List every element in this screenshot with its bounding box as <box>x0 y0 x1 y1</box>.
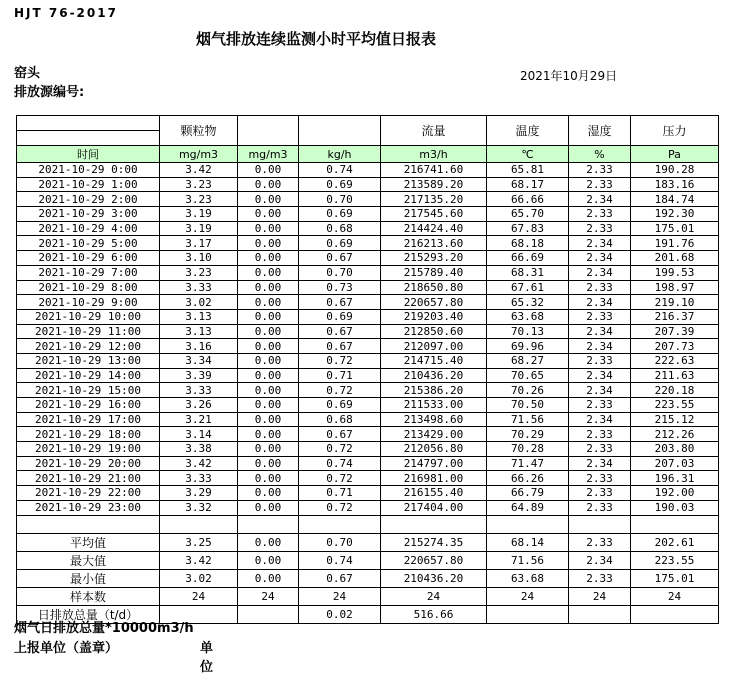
empty-cell <box>17 515 160 533</box>
value-cell: 0.67 <box>299 427 381 442</box>
summary-row <box>17 587 719 605</box>
value-cell: 198.97 <box>631 280 719 295</box>
value-cell: 3.32 <box>160 500 238 515</box>
value-cell: 0.00 <box>238 456 299 471</box>
time-cell: 2021-10-29 23:00 <box>17 500 160 515</box>
value-cell: 3.26 <box>160 398 238 413</box>
value-cell: 0.72 <box>299 353 381 368</box>
value-cell: 2.34 <box>569 236 631 251</box>
value-cell: 3.14 <box>160 427 238 442</box>
hourly-data-row <box>17 251 719 266</box>
time-cell: 2021-10-29 19:00 <box>17 442 160 457</box>
value-cell: 0.00 <box>238 236 299 251</box>
summary-row <box>17 551 719 569</box>
time-cell: 2021-10-29 7:00 <box>17 265 160 280</box>
value-cell: 0.00 <box>238 368 299 383</box>
summary-value-cell: 210436.20 <box>381 569 487 587</box>
summary-value-cell: 202.61 <box>631 533 719 551</box>
summary-value-cell: 24 <box>160 587 238 605</box>
empty-cell <box>631 515 719 533</box>
summary-label-cell: 日排放总量（t/d） <box>17 605 160 623</box>
header-blank-col4 <box>299 116 381 146</box>
value-cell: 66.79 <box>487 486 569 501</box>
value-cell: 0.00 <box>238 251 299 266</box>
value-cell: 215293.20 <box>381 251 487 266</box>
value-cell: 0.00 <box>238 442 299 457</box>
value-cell: 214424.40 <box>381 221 487 236</box>
summary-value-cell: 3.42 <box>160 551 238 569</box>
value-cell: 2.34 <box>569 368 631 383</box>
value-cell: 0.71 <box>299 368 381 383</box>
unit-cell: kg/h <box>299 146 381 163</box>
value-cell: 214715.40 <box>381 353 487 368</box>
value-cell: 223.55 <box>631 398 719 413</box>
summary-row <box>17 533 719 551</box>
value-cell: 215386.20 <box>381 383 487 398</box>
unit-cell: % <box>569 146 631 163</box>
value-cell: 2.34 <box>569 265 631 280</box>
hourly-data-row <box>17 456 719 471</box>
value-cell: 0.67 <box>299 251 381 266</box>
header-particulate: 颗粒物 <box>160 116 238 146</box>
summary-value-cell: 63.68 <box>487 569 569 587</box>
value-cell: 207.03 <box>631 456 719 471</box>
hourly-data-row <box>17 368 719 383</box>
value-cell: 0.00 <box>238 265 299 280</box>
time-cell: 2021-10-29 16:00 <box>17 398 160 413</box>
summary-value-cell: 2.34 <box>569 551 631 569</box>
header-blank-top <box>17 116 160 131</box>
unit-label: 单位 <box>200 641 214 675</box>
footer-flow-note: 烟气日排放总量*10000m3/h <box>14 621 194 636</box>
value-cell: 0.73 <box>299 280 381 295</box>
value-cell: 2.33 <box>569 221 631 236</box>
value-cell: 3.33 <box>160 280 238 295</box>
value-cell: 220657.80 <box>381 295 487 310</box>
empty-cell <box>381 515 487 533</box>
header-blank-col3 <box>238 116 299 146</box>
value-cell: 0.00 <box>238 163 299 178</box>
value-cell: 216.37 <box>631 309 719 324</box>
value-cell: 175.01 <box>631 221 719 236</box>
value-cell: 3.19 <box>160 221 238 236</box>
value-cell: 0.00 <box>238 500 299 515</box>
value-cell: 0.69 <box>299 398 381 413</box>
stack-location-label: 窑头 <box>14 66 41 81</box>
hourly-data-row <box>17 427 719 442</box>
value-cell: 0.72 <box>299 500 381 515</box>
value-cell: 2.34 <box>569 295 631 310</box>
report-date: 2021年10月29日 <box>520 69 618 83</box>
value-cell: 0.67 <box>299 324 381 339</box>
emission-source-id-label: 排放源编号: <box>14 85 85 100</box>
summary-value-cell: 24 <box>238 587 299 605</box>
value-cell: 203.80 <box>631 442 719 457</box>
hourly-data-row <box>17 353 719 368</box>
value-cell: 2.34 <box>569 251 631 266</box>
hourly-data-row <box>17 412 719 427</box>
value-cell: 217545.60 <box>381 207 487 222</box>
value-cell: 213429.00 <box>381 427 487 442</box>
value-cell: 192.30 <box>631 207 719 222</box>
summary-label-cell: 最小值 <box>17 569 160 587</box>
hourly-data-row <box>17 383 719 398</box>
value-cell: 213589.20 <box>381 177 487 192</box>
summary-value-cell: 2.33 <box>569 569 631 587</box>
header-humidity: 湿度 <box>569 116 631 146</box>
value-cell: 2.34 <box>569 339 631 354</box>
time-cell: 2021-10-29 8:00 <box>17 280 160 295</box>
value-cell: 0.00 <box>238 471 299 486</box>
value-cell: 0.74 <box>299 456 381 471</box>
summary-value-cell: 0.00 <box>238 569 299 587</box>
value-cell: 2.33 <box>569 398 631 413</box>
value-cell: 2.33 <box>569 353 631 368</box>
value-cell: 218650.80 <box>381 280 487 295</box>
summary-value-cell: 24 <box>631 587 719 605</box>
value-cell: 210436.20 <box>381 368 487 383</box>
value-cell: 3.23 <box>160 177 238 192</box>
hourly-data-row <box>17 339 719 354</box>
value-cell: 191.76 <box>631 236 719 251</box>
hourly-data-row <box>17 486 719 501</box>
value-cell: 3.42 <box>160 163 238 178</box>
value-cell: 190.03 <box>631 500 719 515</box>
value-cell: 3.02 <box>160 295 238 310</box>
empty-cell <box>487 515 569 533</box>
time-cell: 2021-10-29 17:00 <box>17 412 160 427</box>
value-cell: 65.70 <box>487 207 569 222</box>
doc-code: HJT 76-2017 <box>14 6 118 20</box>
summary-value-cell <box>631 605 719 623</box>
value-cell: 67.61 <box>487 280 569 295</box>
group-header-row-top <box>17 116 719 131</box>
summary-value-cell: 0.67 <box>299 569 381 587</box>
hourly-data-row <box>17 280 719 295</box>
value-cell: 3.16 <box>160 339 238 354</box>
value-cell: 0.70 <box>299 265 381 280</box>
value-cell: 69.96 <box>487 339 569 354</box>
value-cell: 3.13 <box>160 309 238 324</box>
value-cell: 2.33 <box>569 280 631 295</box>
value-cell: 0.00 <box>238 221 299 236</box>
summary-value-cell: 220657.80 <box>381 551 487 569</box>
hourly-data-row <box>17 324 719 339</box>
value-cell: 0.00 <box>238 295 299 310</box>
hourly-data-row <box>17 398 719 413</box>
value-cell: 184.74 <box>631 192 719 207</box>
value-cell: 2.34 <box>569 192 631 207</box>
time-cell: 2021-10-29 21:00 <box>17 471 160 486</box>
value-cell: 0.68 <box>299 412 381 427</box>
unit-header-row <box>17 146 719 163</box>
hourly-data-row <box>17 163 719 178</box>
value-cell: 216155.40 <box>381 486 487 501</box>
time-cell: 2021-10-29 2:00 <box>17 192 160 207</box>
summary-label-cell: 样本数 <box>17 587 160 605</box>
value-cell: 207.39 <box>631 324 719 339</box>
summary-label-cell: 最大值 <box>17 551 160 569</box>
value-cell: 2.33 <box>569 500 631 515</box>
value-cell: 2.33 <box>569 207 631 222</box>
value-cell: 207.73 <box>631 339 719 354</box>
time-cell: 2021-10-29 9:00 <box>17 295 160 310</box>
value-cell: 201.68 <box>631 251 719 266</box>
header-temperature: 温度 <box>487 116 569 146</box>
value-cell: 0.71 <box>299 486 381 501</box>
value-cell: 211533.00 <box>381 398 487 413</box>
summary-value-cell: 223.55 <box>631 551 719 569</box>
header-pressure: 压力 <box>631 116 719 146</box>
value-cell: 66.26 <box>487 471 569 486</box>
value-cell: 2.34 <box>569 383 631 398</box>
hourly-data-row <box>17 207 719 222</box>
value-cell: 192.00 <box>631 486 719 501</box>
value-cell: 67.83 <box>487 221 569 236</box>
value-cell: 2.34 <box>569 324 631 339</box>
value-cell: 3.10 <box>160 251 238 266</box>
time-cell: 2021-10-29 14:00 <box>17 368 160 383</box>
unit-cell: Pa <box>631 146 719 163</box>
summary-value-cell: 0.02 <box>299 605 381 623</box>
summary-value-cell: 0.74 <box>299 551 381 569</box>
value-cell: 0.68 <box>299 221 381 236</box>
time-cell: 2021-10-29 15:00 <box>17 383 160 398</box>
summary-row <box>17 569 719 587</box>
value-cell: 64.89 <box>487 500 569 515</box>
value-cell: 70.65 <box>487 368 569 383</box>
value-cell: 0.72 <box>299 383 381 398</box>
value-cell: 0.69 <box>299 236 381 251</box>
time-cell: 2021-10-29 11:00 <box>17 324 160 339</box>
hourly-data-row <box>17 295 719 310</box>
value-cell: 216741.60 <box>381 163 487 178</box>
value-cell: 0.69 <box>299 309 381 324</box>
value-cell: 212.26 <box>631 427 719 442</box>
time-cell: 2021-10-29 1:00 <box>17 177 160 192</box>
value-cell: 65.81 <box>487 163 569 178</box>
value-cell: 2.33 <box>569 163 631 178</box>
summary-value-cell: 3.25 <box>160 533 238 551</box>
value-cell: 216981.00 <box>381 471 487 486</box>
value-cell: 215789.40 <box>381 265 487 280</box>
summary-value-cell: 24 <box>569 587 631 605</box>
summary-label-cell: 平均值 <box>17 533 160 551</box>
value-cell: 68.27 <box>487 353 569 368</box>
value-cell: 3.34 <box>160 353 238 368</box>
value-cell: 68.31 <box>487 265 569 280</box>
value-cell: 217404.00 <box>381 500 487 515</box>
hourly-data-row <box>17 309 719 324</box>
value-cell: 3.29 <box>160 486 238 501</box>
value-cell: 3.23 <box>160 265 238 280</box>
value-cell: 70.26 <box>487 383 569 398</box>
value-cell: 0.00 <box>238 412 299 427</box>
summary-value-cell <box>487 605 569 623</box>
value-cell: 0.00 <box>238 309 299 324</box>
hourly-data-row <box>17 221 719 236</box>
reporting-unit-label: 上报单位（盖章） <box>14 641 119 656</box>
value-cell: 68.18 <box>487 236 569 251</box>
time-cell: 2021-10-29 10:00 <box>17 309 160 324</box>
summary-value-cell <box>569 605 631 623</box>
time-cell: 2021-10-29 0:00 <box>17 163 160 178</box>
hourly-data-row <box>17 442 719 457</box>
unit-cell: mg/m3 <box>238 146 299 163</box>
value-cell: 2.33 <box>569 471 631 486</box>
summary-value-cell: 24 <box>487 587 569 605</box>
value-cell: 0.00 <box>238 427 299 442</box>
hourly-data-row <box>17 265 719 280</box>
summary-value-cell: 175.01 <box>631 569 719 587</box>
value-cell: 2.34 <box>569 412 631 427</box>
summary-value-cell: 0.70 <box>299 533 381 551</box>
footer-signature-line <box>14 637 214 675</box>
value-cell: 212056.80 <box>381 442 487 457</box>
value-cell: 0.70 <box>299 192 381 207</box>
unit-cell: ℃ <box>487 146 569 163</box>
value-cell: 3.39 <box>160 368 238 383</box>
value-cell: 66.69 <box>487 251 569 266</box>
value-cell: 0.72 <box>299 471 381 486</box>
header-blank-bottom <box>17 131 160 146</box>
spacer-row <box>17 515 719 533</box>
value-cell: 199.53 <box>631 265 719 280</box>
value-cell: 65.32 <box>487 295 569 310</box>
unit-cell: m3/h <box>381 146 487 163</box>
time-cell: 2021-10-29 22:00 <box>17 486 160 501</box>
value-cell: 3.13 <box>160 324 238 339</box>
value-cell: 219203.40 <box>381 309 487 324</box>
value-cell: 211.63 <box>631 368 719 383</box>
value-cell: 212850.60 <box>381 324 487 339</box>
hourly-data-row <box>17 177 719 192</box>
value-cell: 70.13 <box>487 324 569 339</box>
time-cell: 2021-10-29 18:00 <box>17 427 160 442</box>
value-cell: 71.47 <box>487 456 569 471</box>
value-cell: 217135.20 <box>381 192 487 207</box>
value-cell: 216213.60 <box>381 236 487 251</box>
value-cell: 214797.00 <box>381 456 487 471</box>
value-cell: 0.67 <box>299 295 381 310</box>
value-cell: 220.18 <box>631 383 719 398</box>
summary-value-cell: 2.33 <box>569 533 631 551</box>
value-cell: 212097.00 <box>381 339 487 354</box>
value-cell: 0.72 <box>299 442 381 457</box>
value-cell: 3.23 <box>160 192 238 207</box>
unit-cell: mg/m3 <box>160 146 238 163</box>
value-cell: 2.33 <box>569 177 631 192</box>
value-cell: 190.28 <box>631 163 719 178</box>
summary-value-cell: 516.66 <box>381 605 487 623</box>
value-cell: 183.16 <box>631 177 719 192</box>
time-cell: 2021-10-29 13:00 <box>17 353 160 368</box>
value-cell: 3.38 <box>160 442 238 457</box>
value-cell: 2.33 <box>569 486 631 501</box>
value-cell: 213498.60 <box>381 412 487 427</box>
value-cell: 0.00 <box>238 192 299 207</box>
summary-value-cell: 24 <box>381 587 487 605</box>
value-cell: 0.00 <box>238 353 299 368</box>
time-cell: 2021-10-29 4:00 <box>17 221 160 236</box>
value-cell: 70.50 <box>487 398 569 413</box>
value-cell: 0.67 <box>299 339 381 354</box>
empty-cell <box>160 515 238 533</box>
value-cell: 68.17 <box>487 177 569 192</box>
value-cell: 0.00 <box>238 324 299 339</box>
time-cell: 2021-10-29 20:00 <box>17 456 160 471</box>
value-cell: 0.00 <box>238 486 299 501</box>
value-cell: 70.28 <box>487 442 569 457</box>
empty-cell <box>569 515 631 533</box>
summary-value-cell <box>238 605 299 623</box>
value-cell: 2.33 <box>569 442 631 457</box>
value-cell: 215.12 <box>631 412 719 427</box>
hourly-data-row <box>17 192 719 207</box>
time-cell: 2021-10-29 12:00 <box>17 339 160 354</box>
value-cell: 0.00 <box>238 207 299 222</box>
summary-value-cell: 3.02 <box>160 569 238 587</box>
unit-cell-time: 时间 <box>17 146 160 163</box>
value-cell: 0.00 <box>238 398 299 413</box>
summary-value-cell: 71.56 <box>487 551 569 569</box>
summary-value-cell: 215274.35 <box>381 533 487 551</box>
value-cell: 2.34 <box>569 456 631 471</box>
summary-value-cell: 0.00 <box>238 551 299 569</box>
time-cell: 2021-10-29 6:00 <box>17 251 160 266</box>
empty-cell <box>238 515 299 533</box>
value-cell: 3.21 <box>160 412 238 427</box>
hourly-data-row <box>17 500 719 515</box>
value-cell: 222.63 <box>631 353 719 368</box>
header-flow: 流量 <box>381 116 487 146</box>
value-cell: 3.33 <box>160 471 238 486</box>
value-cell: 0.69 <box>299 177 381 192</box>
value-cell: 196.31 <box>631 471 719 486</box>
value-cell: 71.56 <box>487 412 569 427</box>
value-cell: 3.19 <box>160 207 238 222</box>
value-cell: 3.17 <box>160 236 238 251</box>
value-cell: 0.00 <box>238 383 299 398</box>
hourly-data-row <box>17 236 719 251</box>
value-cell: 0.00 <box>238 280 299 295</box>
time-cell: 2021-10-29 5:00 <box>17 236 160 251</box>
monitoring-report-table <box>16 115 719 624</box>
value-cell: 0.00 <box>238 339 299 354</box>
value-cell: 0.69 <box>299 207 381 222</box>
value-cell: 2.33 <box>569 427 631 442</box>
value-cell: 2.33 <box>569 309 631 324</box>
value-cell: 63.68 <box>487 309 569 324</box>
summary-value-cell: 24 <box>299 587 381 605</box>
value-cell: 3.33 <box>160 383 238 398</box>
summary-value-cell: 68.14 <box>487 533 569 551</box>
value-cell: 0.74 <box>299 163 381 178</box>
summary-value-cell: 0.00 <box>238 533 299 551</box>
value-cell: 66.66 <box>487 192 569 207</box>
value-cell: 0.00 <box>238 177 299 192</box>
empty-cell <box>299 515 381 533</box>
value-cell: 3.42 <box>160 456 238 471</box>
value-cell: 70.29 <box>487 427 569 442</box>
time-cell: 2021-10-29 3:00 <box>17 207 160 222</box>
report-title: 烟气排放连续监测小时平均值日报表 <box>195 30 436 48</box>
hourly-data-row <box>17 471 719 486</box>
value-cell: 219.10 <box>631 295 719 310</box>
